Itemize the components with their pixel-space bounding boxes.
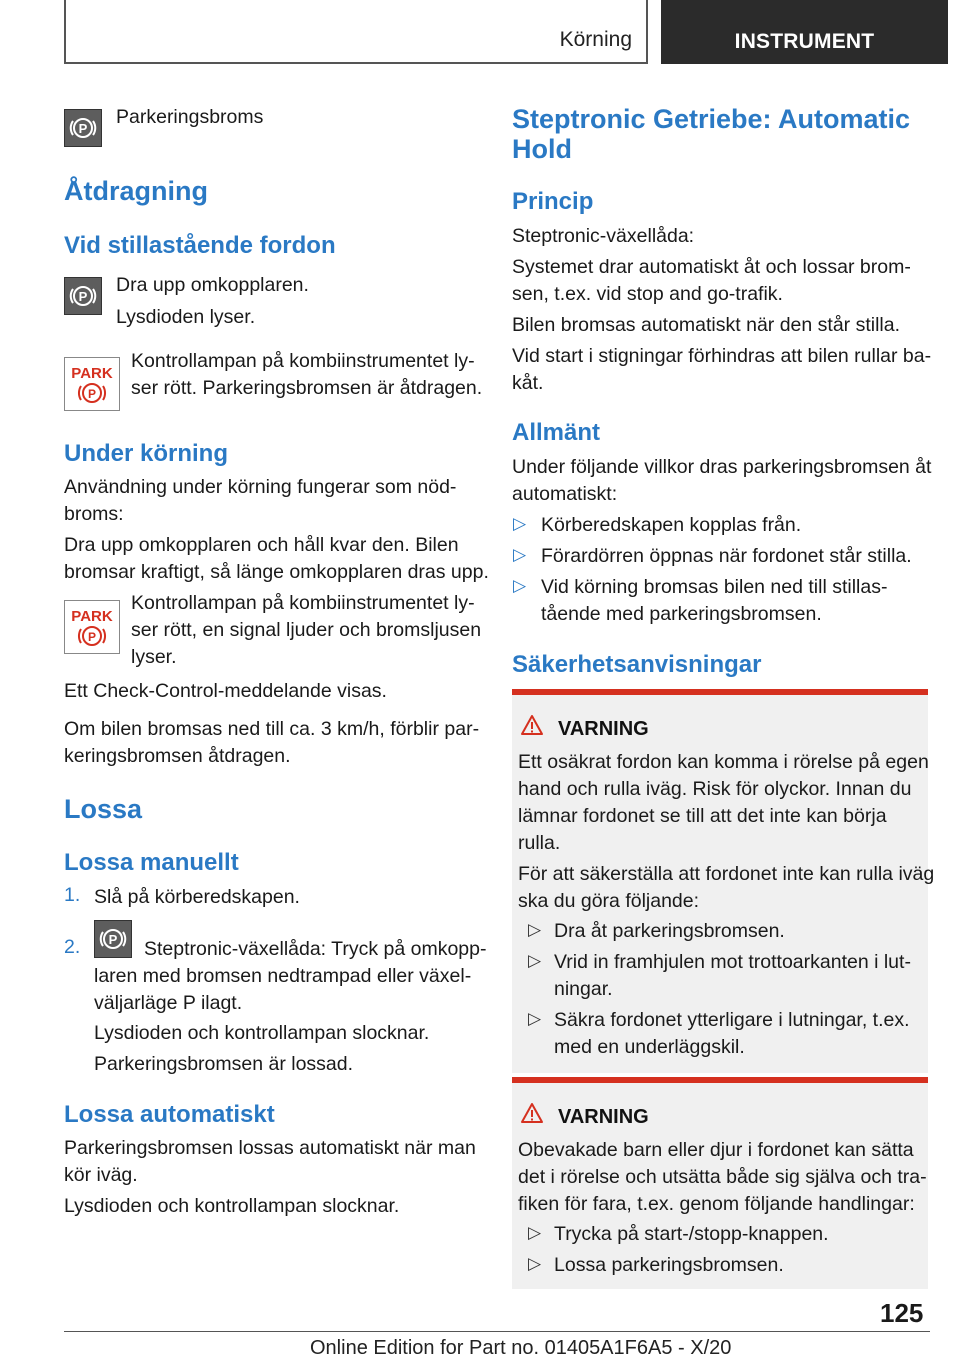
heading-lossa: Lossa <box>64 794 143 824</box>
warning-bullet-text: med en underläggskil. <box>554 1036 745 1058</box>
page-number: 125 <box>880 1298 924 1328</box>
bullet-arrow-icon: ▷ <box>528 1009 542 1028</box>
under-park-text-1: Kontrollampan på kombiinstrumentet ly- <box>131 592 475 614</box>
under-text-2a: Dra upp omkopplaren och håll kvar den. Bilen <box>64 534 459 556</box>
auto-text-2: kör iväg. <box>64 1164 138 1186</box>
om-bilen-text-2: keringsbromsen åtdragen. <box>64 745 291 767</box>
park-indicator-icon <box>64 600 120 654</box>
warning-title: VARNING <box>558 718 649 740</box>
bullet-arrow-icon: ▷ <box>528 951 542 970</box>
svg-text:P: P <box>87 630 97 644</box>
heading-atdragning: Åtdragning <box>64 176 208 206</box>
princip-text-4b: kåt. <box>512 372 544 394</box>
svg-text:P: P <box>78 121 88 136</box>
bullet-text-1: Körberedskapen kopplas från. <box>541 514 802 536</box>
bullet-arrow-icon: ▷ <box>513 514 527 533</box>
step-number: 2. <box>64 936 81 958</box>
parking-brake-switch-icon <box>94 920 132 958</box>
chapter-tab: INSTRUMENT <box>661 0 948 64</box>
warning-text: ska du göra följande: <box>518 890 700 912</box>
warning-text: lämnar fordonet se till att det inte kan börja <box>518 805 887 827</box>
still-park-text-2: ser rött. Parkeringsbromsen är åtdragen. <box>131 377 483 399</box>
warning-bullet-text: ningar. <box>554 978 613 1000</box>
warning-triangle-icon <box>520 714 544 736</box>
footer-divider <box>64 1331 930 1332</box>
heading-lossa-manuellt: Lossa manuellt <box>64 849 239 876</box>
warning-text: det i rörelse och utsätta både sig själva och tra- <box>518 1166 927 1188</box>
princip-text-3: Bilen bromsas automatiskt när den står stilla. <box>512 314 901 336</box>
step-1-text: Slå på körberedskapen. <box>94 886 300 908</box>
under-text-1a: Användning under körning fungerar som nöd- <box>64 476 457 498</box>
parking-brake-switch-icon <box>64 109 102 147</box>
heading-allmant: Allmänt <box>512 419 601 446</box>
princip-text-2b: sen, t.ex. vid stop and go-trafik. <box>512 283 783 305</box>
intro-text: Parkeringsbroms <box>116 106 264 128</box>
warning-text: rulla. <box>518 832 561 854</box>
step-number: 1. <box>64 884 81 906</box>
warning-title: VARNING <box>558 1106 649 1128</box>
step-2-text-4: Lysdioden och kontrollampan slocknar. <box>94 1022 430 1044</box>
svg-text:PARK: PARK <box>71 365 113 382</box>
bullet-arrow-icon: ▷ <box>528 1223 542 1242</box>
still-text-2: Lysdioden lyser. <box>116 306 256 328</box>
om-bilen-text-1: Om bilen bromsas ned till ca. 3 km/h, förblir par- <box>64 718 480 740</box>
warning-bullet-text: Dra åt parkeringsbromsen. <box>554 920 785 942</box>
under-park-text-3: lyser. <box>131 646 177 668</box>
under-text-1b: broms: <box>64 503 124 525</box>
princip-text-1: Steptronic-växellåda: <box>512 225 695 247</box>
auto-text-1: Parkeringsbromsen lossas automatiskt när man <box>64 1137 476 1159</box>
warning-bullet-text: Lossa parkeringsbromsen. <box>554 1254 784 1276</box>
bullet-arrow-icon: ▷ <box>513 576 527 595</box>
under-park-text-2: ser rött, en signal ljuder och bromsljusen <box>131 619 482 641</box>
under-text-2b: bromsar kraftigt, så länge omkopplaren dras upp. <box>64 561 489 583</box>
footer-edition: Online Edition for Part no. 01405A1F6A5 - X/20 <box>310 1337 732 1359</box>
check-control-text: Ett Check-Control-meddelande visas. <box>64 680 387 702</box>
bullet-arrow-icon: ▷ <box>513 545 527 564</box>
step-2-text-5: Parkeringsbromsen är lossad. <box>94 1053 354 1075</box>
warning-text: Ett osäkrat fordon kan komma i rörelse på egen <box>518 751 929 773</box>
svg-text:P: P <box>87 387 97 401</box>
warning-triangle-icon <box>520 1102 544 1124</box>
warning-bullet-text: Säkra fordonet ytterligare i lutningar, t.ex. <box>554 1009 910 1031</box>
park-indicator-icon <box>64 357 120 411</box>
svg-text:PARK: PARK <box>71 608 113 625</box>
princip-text-4a: Vid start i stigningar förhindras att bilen rullar ba- <box>512 345 932 367</box>
still-text-1: Dra upp omkopplaren. <box>116 274 309 296</box>
heading-steptronic-1: Steptronic Getriebe: Automatic <box>512 104 911 134</box>
auto-text-3: Lysdioden och kontrollampan slocknar. <box>64 1195 400 1217</box>
heading-lossa-automatiskt: Lossa automatiskt <box>64 1101 275 1128</box>
bullet-text-2: Förardörren öppnas när fordonet står stilla. <box>541 545 912 567</box>
princip-text-2a: Systemet drar automatiskt åt och lossar brom- <box>512 256 911 278</box>
heading-princip: Princip <box>512 188 594 215</box>
heading-steptronic-2: Hold <box>512 134 572 164</box>
header-section-tab <box>64 0 648 64</box>
step-2-text-3: väljarläge P ilagt. <box>94 992 243 1014</box>
bullet-arrow-icon: ▷ <box>528 920 542 939</box>
section-title: Körning <box>559 28 632 51</box>
warning-bullet-text: Trycka på start-/stopp-knappen. <box>554 1223 829 1245</box>
heading-sakerhetsanvisningar: Säkerhetsanvisningar <box>512 651 762 678</box>
still-park-text-1: Kontrollampan på kombiinstrumentet ly- <box>131 350 475 372</box>
warning-text: Obevakade barn eller djur i fordonet kan sätta <box>518 1139 914 1161</box>
warning-text: hand och rulla iväg. Risk för olyckor. Innan du <box>518 778 912 800</box>
heading-under-korning: Under körning <box>64 440 229 467</box>
parking-brake-switch-icon <box>64 277 102 315</box>
bullet-arrow-icon: ▷ <box>528 1254 542 1273</box>
bullet-text-3b: tående med parkeringsbromsen. <box>541 603 822 625</box>
allmant-text-1b: automatiskt: <box>512 483 618 505</box>
step-2-text-2: laren med bromsen nedtrampad eller växel- <box>94 965 472 987</box>
warning-bullet-text: Vrid in framhjulen mot trottoarkanten i lut- <box>554 951 911 973</box>
warning-text: fiken för fara, t.ex. genom följande handlingar: <box>518 1193 915 1215</box>
heading-stillastaende: Vid stillastående fordon <box>64 232 336 259</box>
warning-text: För att säkerställa att fordonet inte kan rulla iväg <box>518 863 935 885</box>
svg-text:P: P <box>108 932 118 947</box>
svg-text:P: P <box>78 289 88 304</box>
allmant-text-1a: Under följande villkor dras parkeringsbromsen åt <box>512 456 932 478</box>
bullet-text-3a: Vid körning bromsas bilen ned till stillas- <box>541 576 888 598</box>
step-2-text-1: Steptronic-växellåda: Tryck på omkopp- <box>144 938 487 960</box>
